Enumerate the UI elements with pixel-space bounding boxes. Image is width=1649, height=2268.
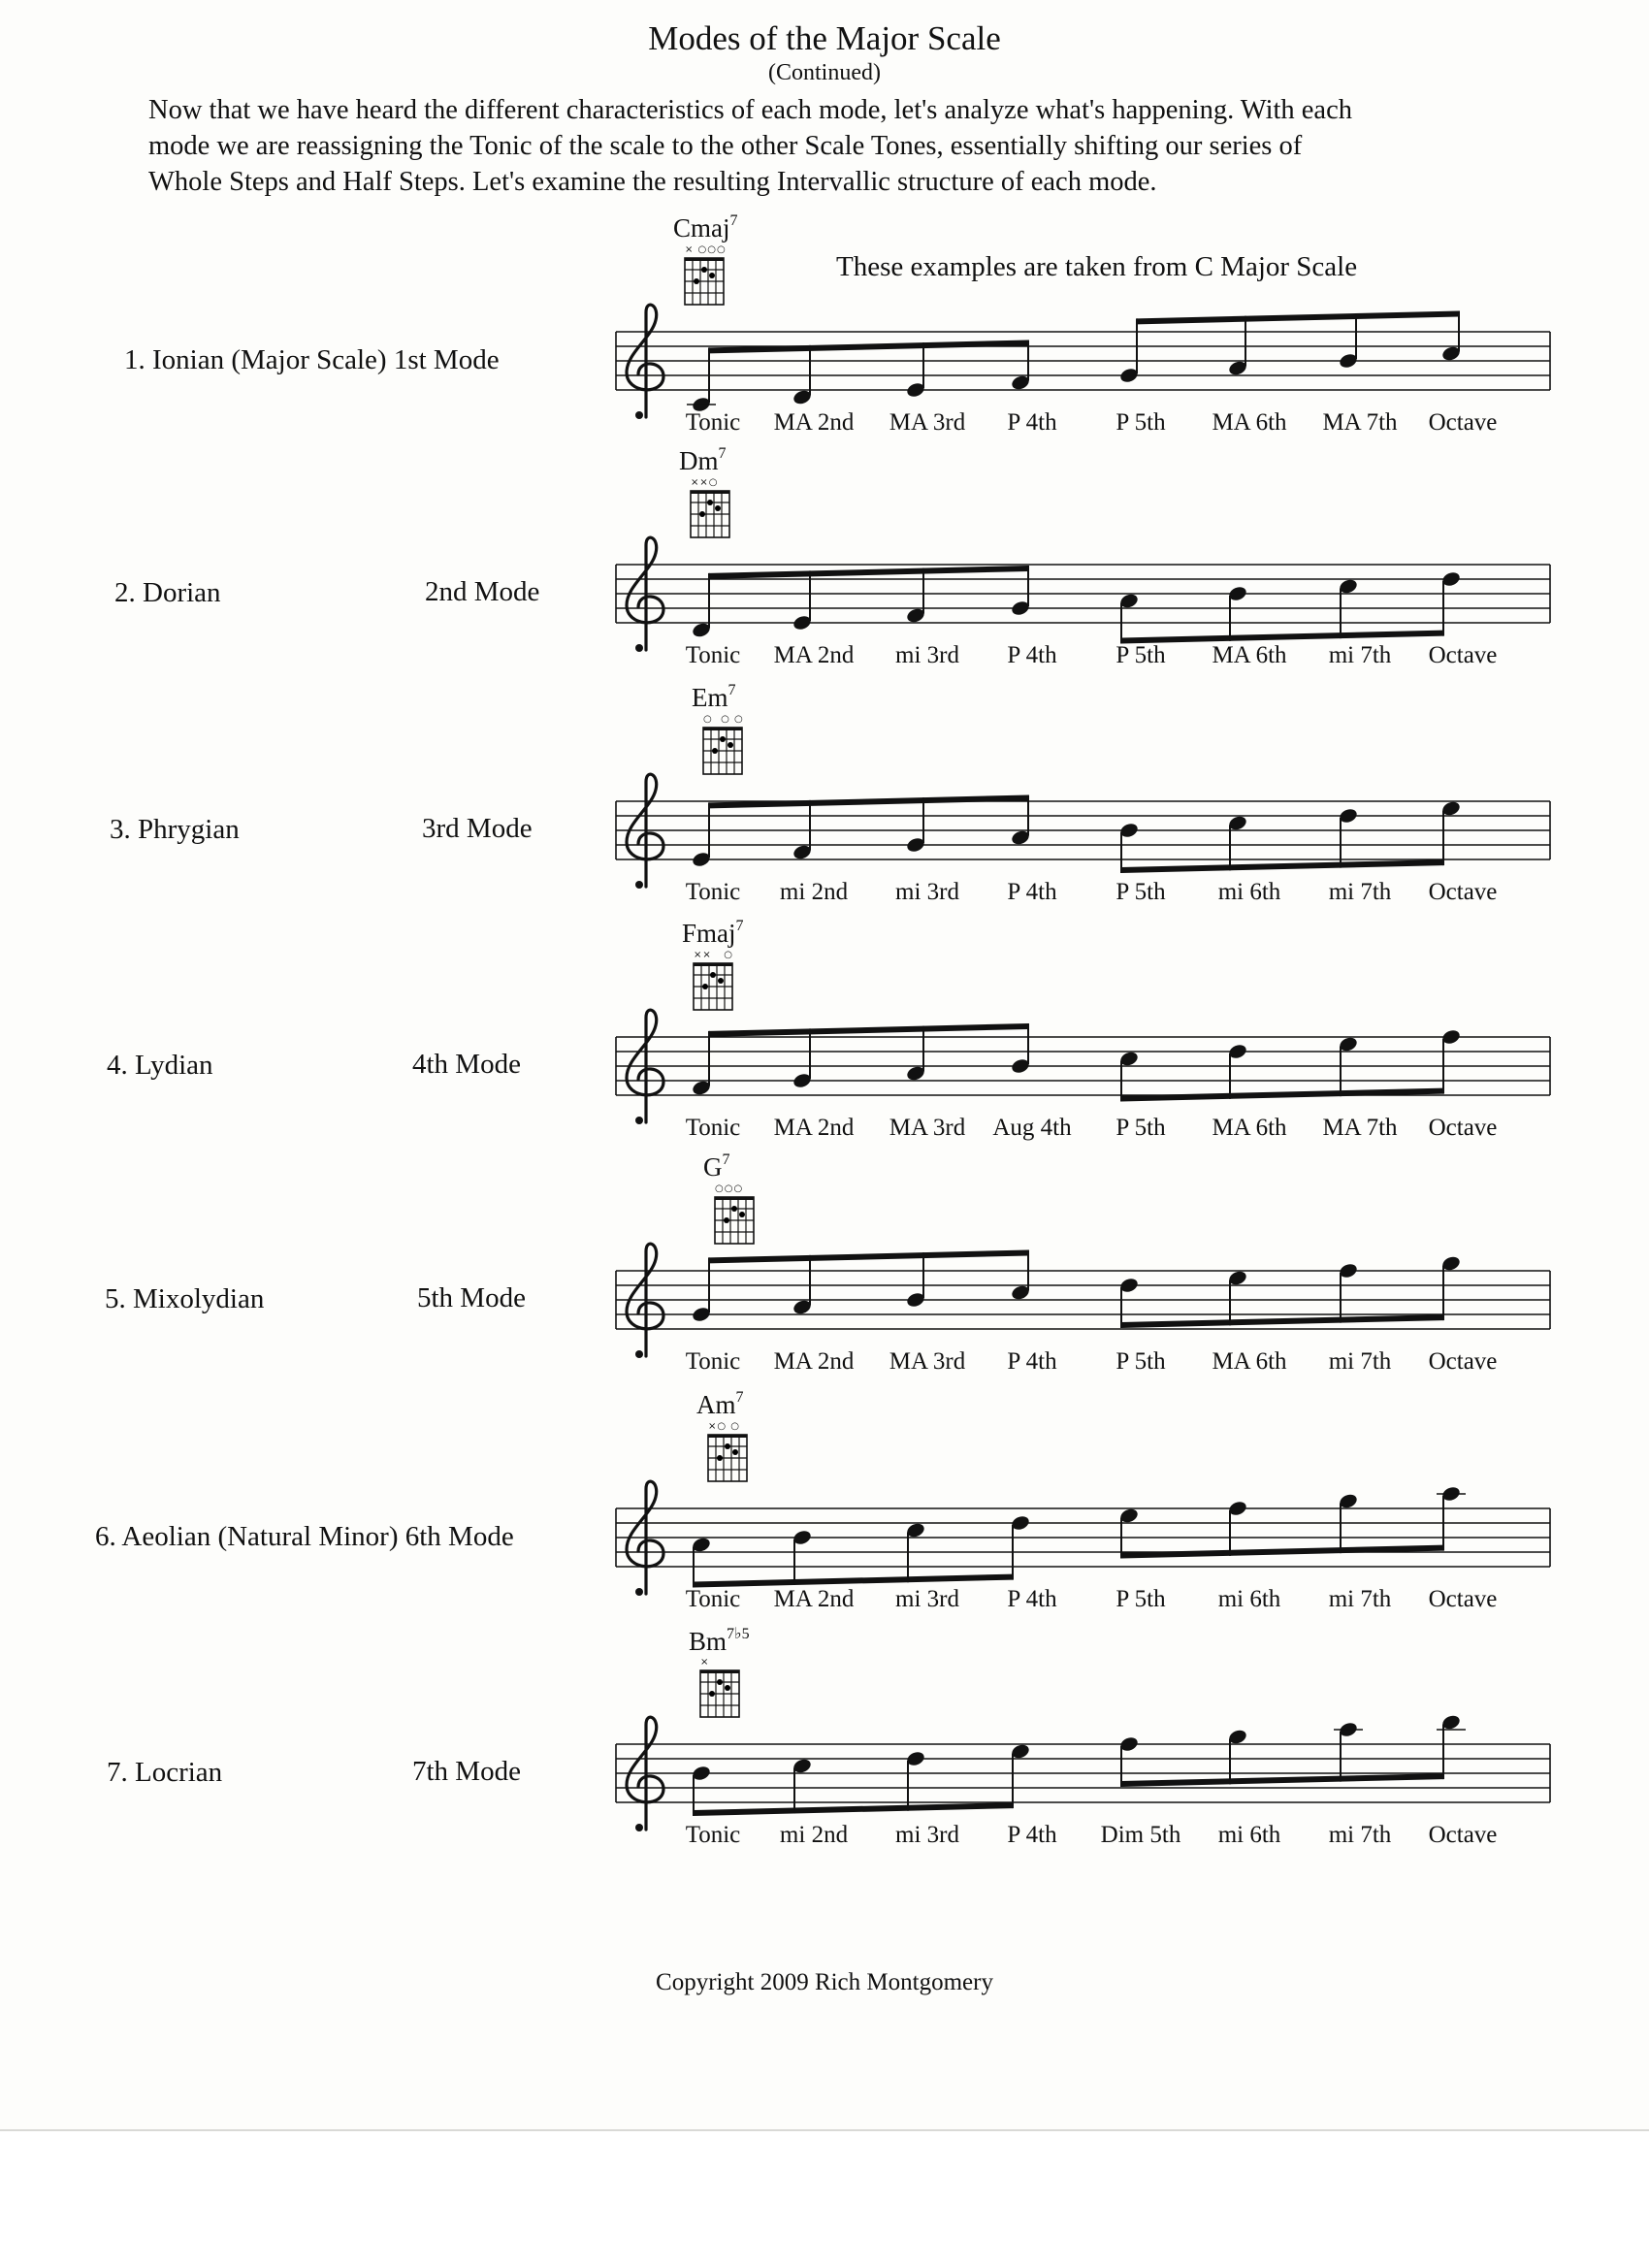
chord-extension: 7: [718, 445, 727, 462]
interval-label: mi 7th: [1328, 1348, 1392, 1375]
interval-label: Tonic: [685, 409, 741, 436]
note-beam: [694, 1802, 1013, 1816]
interval-label: MA 7th: [1322, 1115, 1398, 1141]
interval-label: Aug 4th: [992, 1115, 1072, 1141]
chord-root: Bm: [689, 1627, 728, 1656]
music-staff: [0, 194, 1649, 427]
interval-label: Tonic: [685, 1586, 741, 1612]
interval-label: MA 3rd: [889, 1115, 966, 1141]
treble-clef-icon: [627, 774, 663, 889]
interval-label: Dim 5th: [1100, 1822, 1181, 1848]
mode-section: [0, 194, 1649, 436]
note-beam: [709, 1023, 1028, 1037]
interval-label: mi 7th: [1328, 879, 1392, 905]
note-beam: [1121, 1314, 1443, 1328]
music-staff: [0, 427, 1649, 660]
interval-label: MA 6th: [1212, 409, 1287, 436]
treble-clef-icon: [627, 305, 663, 419]
chord-extension: 7: [729, 212, 738, 229]
interval-label: MA 2nd: [773, 1586, 855, 1612]
interval-label: P 4th: [1007, 1586, 1057, 1612]
interval-label: MA 3rd: [889, 1348, 966, 1375]
interval-label: P 4th: [1007, 1348, 1057, 1375]
music-staff: [0, 664, 1649, 896]
interval-label: P 5th: [1116, 879, 1166, 905]
interval-label: Octave: [1428, 1586, 1498, 1612]
interval-label: MA 6th: [1212, 1348, 1287, 1375]
interval-label: Tonic: [685, 1822, 741, 1848]
note-beam: [709, 340, 1028, 354]
interval-label: Tonic: [685, 1348, 741, 1375]
interval-label: MA 2nd: [773, 1115, 855, 1141]
note-beam: [709, 1250, 1028, 1264]
intro-line: Now that we have heard the different characteristics of each mode, let's analyze what's happening. With each: [148, 95, 1352, 125]
interval-label: mi 2nd: [779, 1822, 849, 1848]
interval-label: Octave: [1428, 642, 1498, 668]
note-beam: [709, 795, 1028, 809]
intro-line: mode we are reassigning the Tonic of the scale to the other Scale Tones, essentially shifting our series of: [148, 131, 1303, 161]
chord-extension: 7: [735, 1389, 744, 1406]
music-staff: [0, 1606, 1649, 1839]
chord-extension: 7♭5: [727, 1626, 750, 1642]
mode-number: 3rd Mode: [422, 813, 533, 844]
intro-line: Whole Steps and Half Steps. Let's examine the resulting Intervallic structure of each mode.: [148, 167, 1157, 197]
chord-root: Fmaj: [682, 919, 736, 948]
treble-clef-icon: [627, 537, 663, 652]
mode-name: 7. Locrian: [107, 1757, 223, 1788]
interval-label: MA 2nd: [773, 409, 855, 436]
mode-name: 2. Dorian: [114, 577, 221, 608]
music-staff: [0, 899, 1649, 1132]
note-beam: [709, 566, 1028, 579]
mode-name: 5. Mixolydian: [105, 1283, 265, 1314]
interval-label: mi 7th: [1328, 1586, 1392, 1612]
interval-label: P 5th: [1116, 642, 1166, 668]
interval-label: mi 2nd: [779, 879, 849, 905]
interval-label: MA 7th: [1322, 409, 1398, 436]
music-staff: [0, 1371, 1649, 1604]
chord-extension: 7: [728, 682, 736, 698]
note-beam: [1121, 1545, 1443, 1559]
interval-label: P 4th: [1007, 879, 1057, 905]
interval-label: Octave: [1428, 879, 1498, 905]
mode-name: 6. Aeolian (Natural Minor) 6th Mode: [95, 1521, 514, 1552]
treble-clef-icon: [627, 1717, 663, 1831]
interval-label: P 5th: [1116, 1586, 1166, 1612]
interval-label: P 5th: [1116, 409, 1166, 436]
interval-label: mi 7th: [1328, 642, 1392, 668]
page-subtitle: (Continued): [768, 60, 881, 85]
string-markers: ×○ ○: [708, 1421, 741, 1432]
interval-label: mi 3rd: [895, 1586, 959, 1612]
music-staff: [0, 1133, 1649, 1366]
chord-root: Em: [692, 683, 728, 712]
chord-root: Dm: [679, 446, 719, 475]
interval-label: P 5th: [1116, 1115, 1166, 1141]
interval-label: Octave: [1428, 1115, 1498, 1141]
note-beam: [1121, 859, 1443, 873]
page-title: Modes of the Major Scale: [648, 19, 1001, 57]
mode-section: [0, 1133, 1649, 1375]
treble-clef-icon: [627, 1010, 663, 1124]
interval-label: mi 6th: [1217, 1586, 1281, 1612]
interval-label: MA 2nd: [773, 1348, 855, 1375]
interval-label: mi 3rd: [895, 642, 959, 668]
interval-label: MA 6th: [1212, 642, 1287, 668]
string-markers: ××○: [691, 477, 719, 488]
source-scale-note: These examples are taken from C Major Scale: [836, 251, 1358, 282]
mode-number: 5th Mode: [417, 1282, 526, 1313]
string-markers: × ○○○: [685, 244, 727, 255]
interval-label: Octave: [1428, 1822, 1498, 1848]
mode-section: [0, 664, 1649, 905]
mode-section: [0, 1606, 1649, 1848]
interval-label: P 4th: [1007, 1822, 1057, 1848]
mode-name: 4. Lydian: [107, 1050, 213, 1081]
chord-extension: 7: [735, 918, 744, 934]
chord-root: G: [703, 1152, 723, 1182]
mode-number: 4th Mode: [412, 1049, 521, 1080]
interval-label: MA 3rd: [889, 409, 966, 436]
interval-label: Octave: [1428, 1348, 1498, 1375]
treble-clef-icon: [627, 1481, 663, 1596]
mode-section: [0, 427, 1649, 668]
string-markers: ○○○: [715, 1183, 744, 1194]
treble-clef-icon: [627, 1244, 663, 1358]
interval-label: mi 7th: [1328, 1822, 1392, 1848]
interval-label: P 4th: [1007, 409, 1057, 436]
interval-label: Tonic: [685, 879, 741, 905]
mode-section: [0, 899, 1649, 1141]
string-markers: ×: [700, 1657, 710, 1668]
mode-number: 7th Mode: [412, 1756, 521, 1787]
interval-label: P 5th: [1116, 1348, 1166, 1375]
mode-number: 2nd Mode: [425, 576, 540, 607]
string-markers: ×× ○: [694, 950, 734, 960]
interval-label: MA 6th: [1212, 1115, 1287, 1141]
note-beam: [1137, 311, 1459, 325]
interval-label: Octave: [1428, 409, 1498, 436]
interval-label: mi 6th: [1217, 879, 1281, 905]
mode-name: 3. Phrygian: [110, 814, 240, 845]
interval-label: Tonic: [685, 642, 741, 668]
chord-root: Cmaj: [673, 213, 730, 243]
interval-label: Tonic: [685, 1115, 741, 1141]
chord-extension: 7: [722, 1151, 730, 1168]
interval-label: mi 3rd: [895, 1822, 959, 1848]
interval-label: P 4th: [1007, 642, 1057, 668]
interval-label: MA 2nd: [773, 642, 855, 668]
mode-section: [0, 1371, 1649, 1612]
mode-name: 1. Ionian (Major Scale) 1st Mode: [124, 344, 500, 375]
note-beam: [1121, 1773, 1443, 1787]
interval-label: mi 6th: [1217, 1822, 1281, 1848]
intro-paragraph: [148, 92, 1526, 200]
interval-label: mi 3rd: [895, 879, 959, 905]
copyright-notice: Copyright 2009 Rich Montgomery: [656, 1969, 993, 1995]
chord-root: Am: [696, 1390, 736, 1419]
string-markers: ○ ○ ○: [703, 714, 744, 725]
note-beam: [1121, 1088, 1443, 1102]
